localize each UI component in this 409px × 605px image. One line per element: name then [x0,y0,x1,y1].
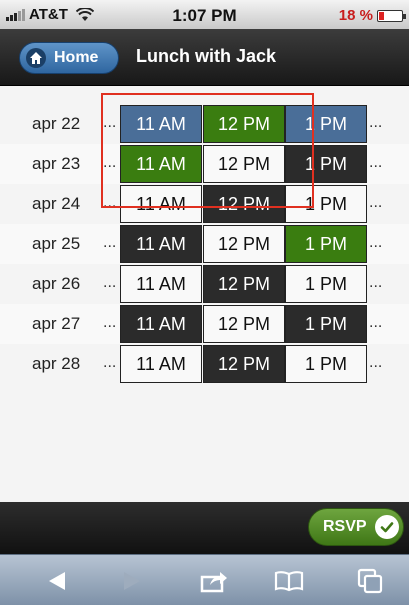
time-slot[interactable]: 1 PM [285,225,367,263]
schedule-row [0,344,409,384]
scroll-right-ellipsis[interactable]: ... [369,234,383,251]
status-bar [0,0,409,29]
nav-header [0,29,409,86]
scroll-right-ellipsis[interactable]: ... [369,314,383,331]
row-date: apr 25 [32,234,81,253]
time-slot[interactable]: 11 AM [120,185,202,223]
time-slot[interactable]: 11 AM [120,105,202,143]
scroll-left-ellipsis[interactable]: ... [103,274,117,291]
bookmarks-icon[interactable] [274,567,304,595]
schedule-row [0,304,409,344]
time-slot[interactable]: 1 PM [285,305,367,343]
time-slot[interactable]: 12 PM [203,105,285,143]
battery-icon [377,10,403,22]
schedule-row [0,264,409,304]
rsvp-button-label: RSVP [323,518,367,535]
home-button-label: Home [54,49,99,66]
time-slot[interactable]: 1 PM [285,265,367,303]
rsvp-button[interactable] [308,508,404,546]
home-icon [26,48,46,68]
forward-arrow-icon [117,567,147,595]
status-time: 1:07 PM [172,6,237,25]
footer-bar [0,502,409,554]
time-slot[interactable]: 12 PM [203,305,285,343]
schedule-row [0,144,409,184]
carrier-name: AT&T [29,6,68,23]
row-date: apr 27 [32,314,81,333]
time-slot[interactable]: 11 AM [120,345,202,383]
time-slot[interactable]: 12 PM [203,265,285,303]
time-slot[interactable]: 12 PM [203,225,285,263]
browser-toolbar [0,554,409,605]
scroll-right-ellipsis[interactable]: ... [369,114,383,131]
time-slot[interactable]: 11 AM [120,225,202,263]
share-icon[interactable] [199,567,229,595]
schedule-row [0,104,409,144]
schedule-list [0,86,409,502]
battery-percent: 18 % [338,7,373,24]
battery-indicator [339,7,403,24]
schedule-row [0,184,409,224]
time-slot[interactable]: 1 PM [285,345,367,383]
time-slot[interactable]: 1 PM [285,105,367,143]
row-date: apr 26 [32,274,81,293]
time-slot[interactable]: 11 AM [120,305,202,343]
time-slot[interactable]: 11 AM [120,265,202,303]
scroll-right-ellipsis[interactable]: ... [369,354,383,371]
scroll-left-ellipsis[interactable]: ... [103,154,117,171]
scroll-right-ellipsis[interactable]: ... [369,154,383,171]
time-slot[interactable]: 12 PM [203,145,285,183]
check-icon [375,515,399,539]
schedule-row [0,224,409,264]
time-slot[interactable]: 1 PM [285,185,367,223]
row-date: apr 24 [32,194,81,213]
scroll-left-ellipsis[interactable]: ... [103,354,117,371]
scroll-right-ellipsis[interactable]: ... [369,194,383,211]
scroll-left-ellipsis[interactable]: ... [103,234,117,251]
page-title: Lunch with Jack [136,46,277,66]
scroll-right-ellipsis[interactable]: ... [369,274,383,291]
time-slot[interactable]: 11 AM [120,145,202,183]
scroll-left-ellipsis[interactable]: ... [103,114,117,131]
time-slot[interactable]: 1 PM [285,145,367,183]
home-button[interactable] [19,42,119,74]
tabs-icon[interactable] [355,567,385,595]
time-slot[interactable]: 12 PM [203,185,285,223]
scroll-left-ellipsis[interactable]: ... [103,194,117,211]
back-arrow-icon[interactable] [42,567,72,595]
row-date: apr 28 [32,354,81,373]
time-slot[interactable]: 12 PM [203,345,285,383]
scroll-left-ellipsis[interactable]: ... [103,314,117,331]
row-date: apr 23 [32,154,81,173]
row-date: apr 22 [32,114,81,133]
